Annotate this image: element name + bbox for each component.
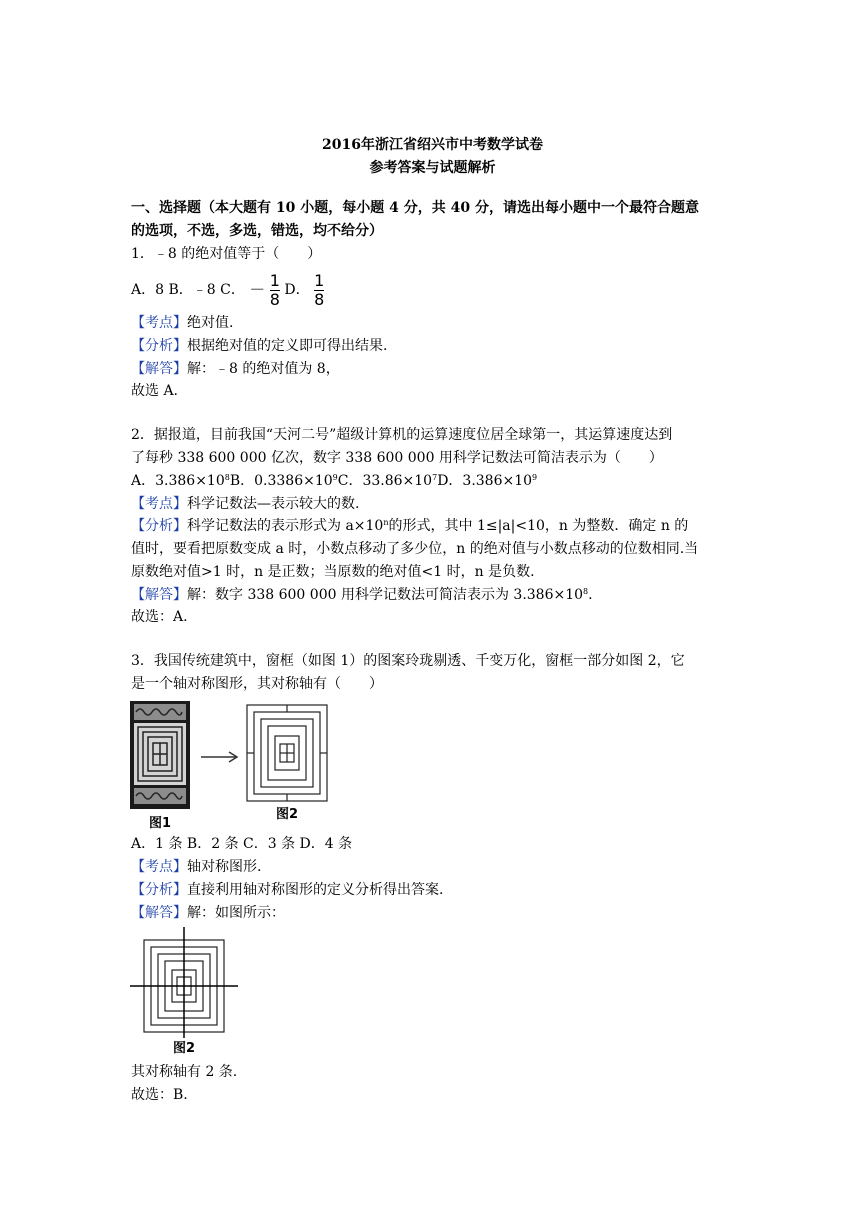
q1-option-d-label: D． [284,282,310,298]
q1-option-c-minus: － [249,280,266,299]
q1-option-d-numerator: 1 [314,270,325,290]
q2-fenxi-line2: 值时，要看把原数变成 a 时，小数点移动了多少位，n 的绝对值与小数点移动的位数相同.当 [131,541,699,557]
tag-kaodian: 【考点】 [131,496,187,512]
figure-1-window-photo [129,700,191,830]
tag-jieda: 【解答】 [131,587,187,603]
tag-kaodian: 【考点】 [131,859,187,875]
section-heading-line1: 一、选择题（本大题有 10 小题，每小题 4 分，共 40 分，请选出每小题中一个最符合题意 [131,200,699,216]
document-title: 2016年浙江省绍兴市中考数学试卷 [322,137,543,153]
q2-jieda [131,585,593,605]
q1-options [131,270,324,310]
figure-1-label: 图1 [148,816,172,830]
q2-option-a-exp: 8 [224,473,230,482]
tag-fenxi: 【分析】 [131,882,187,898]
q1-fenxi [131,336,387,356]
q1-jieda-text: 解：﹣8 的绝对值为 8， [187,361,340,377]
q3-jieda [131,903,285,923]
q1-option-c-denominator: 8 [269,289,280,309]
q2-stem-line1: 2．据报道，目前我国“天河二号”超级计算机的运算速度位居全球第一，其运算速度达到 [131,427,673,443]
q2-fenxi-line1 [131,516,688,536]
q2-option-c-exp: 7 [432,473,438,482]
q1-option-d-denominator: 8 [314,289,325,309]
q3-conclusion: 其对称轴有 2 条. [131,1064,238,1080]
q1-option-c-numerator: 1 [269,270,280,290]
q3-fenxi-text: 直接利用轴对称图形的定义分析得出答案. [187,882,444,898]
q2-jieda-exp: 8 [583,587,589,596]
q2-option-b-exp: 9 [332,473,338,482]
tag-kaodian: 【考点】 [131,315,187,331]
q2-option-d-exp: 9 [532,473,538,482]
q1-fenxi-text: 根据绝对值的定义即可得出结果. [187,338,388,354]
figure-3-label: 图2 [172,1041,196,1056]
q3-options: A．1 条 B．2 条 C．3 条 D．4 条 [131,836,353,852]
q2-stem-line2: 了每秒 338 600 000 亿次，数字 338 600 000 用科学记数法可简洁表示为（ ） [131,450,663,466]
q2-option-a: A．3.386×10 [131,473,225,489]
tag-fenxi: 【分析】 [131,518,187,534]
section-heading-line2: 的选项，不选，多选，错选，均不给分） [131,223,383,239]
q1-option-d-fraction [314,270,325,309]
q1-kaodian [131,313,233,333]
q2-jieda-text: 解：数字 338 600 000 用科学记数法可简洁表示为 3.386×10 [187,587,584,603]
q3-kaodian-text: 轴对称图形. [187,859,262,875]
q2-options [131,471,537,491]
q1-jieda [131,359,340,379]
q3-stem-line1: 3．我国传统建筑中，窗框（如图 1）的图案玲珑剔透、千变万化，窗框一部分如图 2，它 [131,653,685,669]
q2-fenxi-exp: n [383,518,389,527]
tag-jieda: 【解答】 [131,905,187,921]
q2-answer: 故选：A. [131,609,188,625]
arrow-icon [200,750,240,764]
q1-options-ab: A．8 B．﹣8 C． [131,282,245,298]
tag-jieda: 【解答】 [131,361,187,377]
figure-3-symmetry-axes [129,926,239,1056]
q3-answer: 故选：B. [131,1087,188,1103]
document-subtitle: 参考答案与试题解析 [369,160,496,176]
q3-jieda-text: 解：如图所示： [187,905,285,921]
figure-2-pattern [246,704,332,822]
q2-kaodian-text: 科学记数法—表示较大的数. [187,496,360,512]
q3-stem-line2: 是一个轴对称图形，其对称轴有（ ） [131,676,383,692]
q3-kaodian [131,857,261,877]
tag-fenxi: 【分析】 [131,338,187,354]
q2-kaodian [131,494,359,514]
q2-option-c: C．33.86×10 [337,473,433,489]
q3-fenxi [131,880,443,900]
q2-option-d: D．3.386×10 [437,473,533,489]
q1-stem: 1．﹣8 的绝对值等于（ ） [131,246,322,262]
q2-fenxi-text1: 科学记数法的表示形式为 a×10 [187,518,384,534]
q1-option-c-fraction [269,270,280,309]
q2-fenxi-line3: 原数绝对值>1 时，n 是正数；当原数的绝对值<1 时，n 是负数. [131,564,535,580]
q1-answer: 故选 A. [131,383,179,399]
figure-2-label: 图2 [275,807,299,822]
q1-kaodian-text: 绝对值. [187,315,234,331]
q2-jieda-end: . [588,587,593,603]
q2-fenxi-text1b: 的形式，其中 1≤|a|<10，n 为整数．确定 n 的 [388,518,689,534]
q2-option-b: B．0.3386×10 [229,473,333,489]
